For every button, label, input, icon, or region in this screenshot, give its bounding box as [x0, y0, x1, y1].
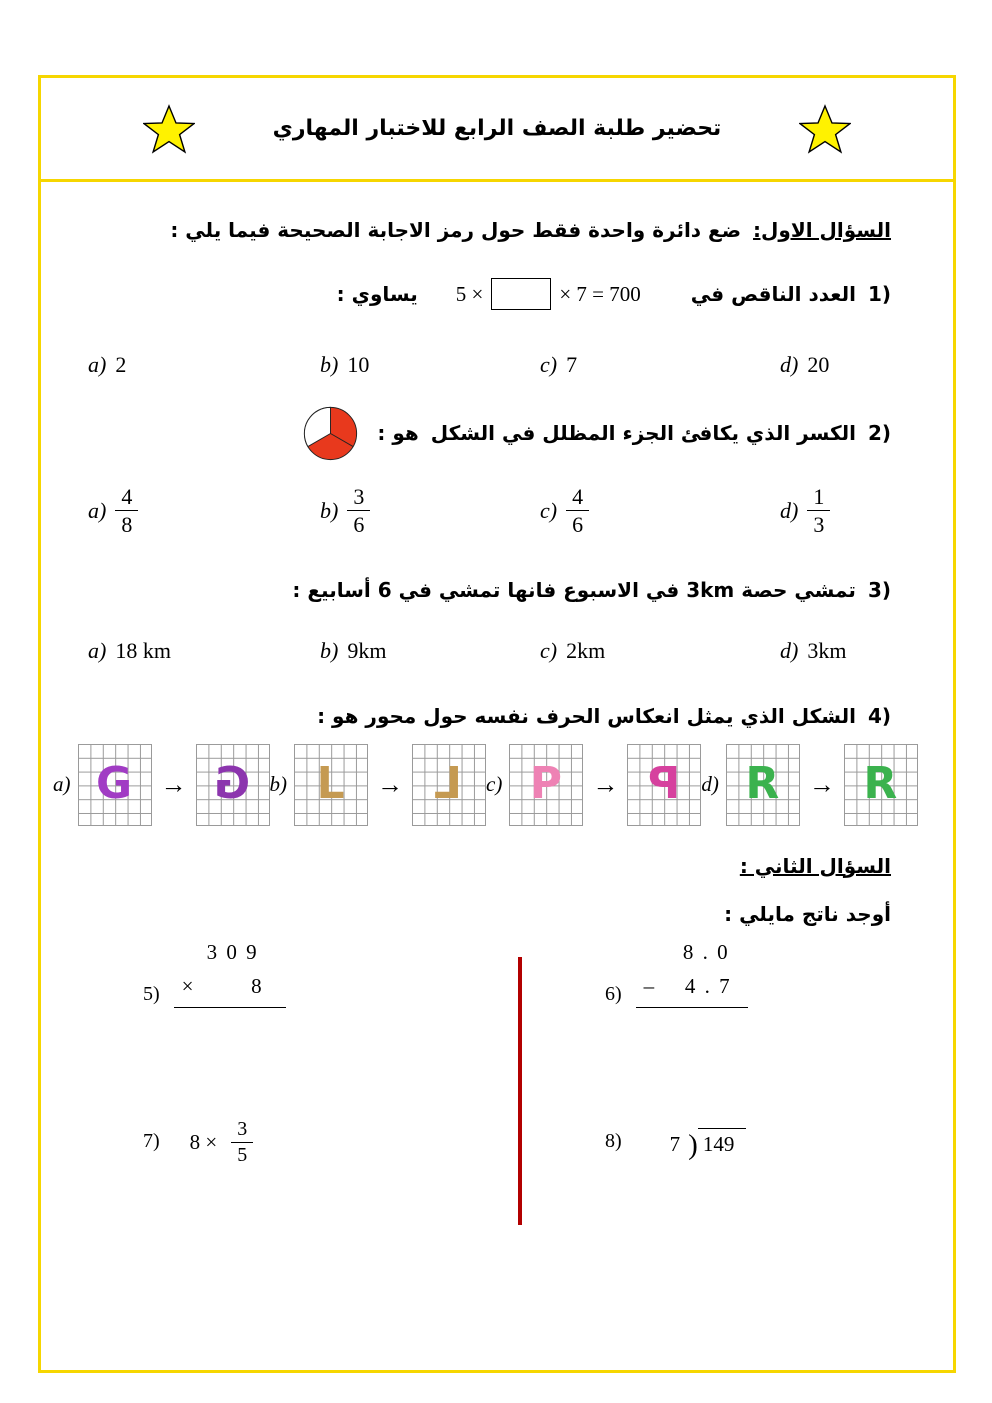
star-icon-right [799, 104, 851, 154]
problem-8-label: 8) [605, 1129, 622, 1152]
long-division [669, 1128, 747, 1161]
question-3-number: 3) [867, 577, 891, 602]
dividend: 149 [698, 1128, 747, 1157]
question-1-tail: يساوي : [336, 282, 418, 306]
section2-instruction: أوجد ناتج مايلي : [724, 901, 891, 926]
section2-heading-line [83, 854, 891, 878]
problem-7 [143, 1118, 253, 1167]
option-q1-d[interactable]: d) 20 [780, 352, 830, 377]
option-q3-b[interactable]: b) 9km [320, 637, 387, 663]
option-q4-c[interactable]: c) P → P [486, 744, 701, 826]
question-2-tail: هو : [377, 421, 419, 445]
problem-7-label: 7) [143, 1129, 160, 1152]
option-q3-c[interactable]: c) 2km [540, 637, 606, 663]
option-q2-c[interactable]: c) $\frac{4}{6}$ [540, 484, 780, 538]
section2-heading: السؤال الثاني : [739, 853, 891, 878]
problem-6-label: 6) [605, 982, 622, 1005]
problem-7-expression: 8 × [189, 1129, 218, 1154]
option-q3-a[interactable]: a) 18 km [88, 637, 171, 663]
fraction: $\frac{3}{5}$ [231, 1118, 253, 1167]
option-q4-d[interactable]: d) R → R [701, 744, 918, 826]
question-4 [83, 704, 891, 728]
arrow-right-icon: → [592, 769, 619, 799]
question-1-equation [456, 278, 641, 310]
pie-chart [302, 405, 359, 462]
missing-number-box[interactable] [491, 278, 551, 310]
option-q2-a[interactable]: a) $\frac{4}{8}$ [88, 484, 320, 538]
fraction: $\frac{3}{6}$ [347, 484, 370, 538]
header [41, 78, 953, 182]
worksheet-content [41, 218, 953, 1227]
problem-8 [605, 1128, 795, 1161]
minus-operator: – [643, 973, 655, 998]
problem-5-label: 5) [143, 982, 160, 1005]
problem-6 [605, 940, 795, 1008]
question-2-options [83, 484, 891, 538]
fraction: $\frac{1}{3}$ [807, 484, 830, 538]
option-q1-b[interactable]: b) 10 [320, 352, 370, 377]
question-1 [83, 278, 891, 310]
option-q3-d[interactable]: d) 3km [780, 637, 847, 663]
page-title: تحضير طلبة الصف الرابع للاختبار المهاري [272, 116, 722, 141]
question-2 [83, 404, 891, 462]
question-4-number: 4) [867, 703, 891, 728]
division-bracket-icon: ) [688, 1128, 698, 1161]
fraction: $\frac{4}{6}$ [566, 484, 589, 538]
problems-area [83, 940, 891, 1227]
option-q2-d[interactable]: d) $\frac{1}{3}$ [780, 484, 891, 538]
red-divider-line [518, 957, 522, 1225]
question-3 [83, 578, 891, 602]
question-1-options [83, 352, 891, 378]
star-icon-left [143, 104, 195, 154]
question-2-text: الكسر الذي يكافئ الجزء المظلل في الشكل [430, 421, 856, 445]
question-2-number: 2) [867, 421, 891, 445]
subtraction-stack: 8 . 0 – 4 . 7 [636, 940, 748, 1008]
letter-grid: L [294, 744, 368, 826]
option-q1-a[interactable]: a) 2 [88, 352, 127, 377]
problem-5 [143, 940, 286, 1008]
equation-left: 5 × [455, 281, 484, 306]
divisor: 7 [669, 1131, 681, 1156]
option-q4-b[interactable]: b) L → L [270, 744, 487, 826]
arrow-right-icon: → [160, 769, 187, 799]
letter-grid-reflected: L [412, 744, 486, 826]
letter-grid-reflected: P [627, 744, 701, 826]
multiply-operator: × [181, 973, 194, 998]
option-q1-c[interactable]: c) 7 [540, 352, 578, 377]
question-4-options [53, 744, 911, 826]
option-q4-a[interactable]: a) G → G [53, 744, 270, 826]
letter-grid: P [509, 744, 583, 826]
letter-grid: R [726, 744, 800, 826]
section1-heading: السؤال الاول: [753, 218, 891, 242]
section2-instruction-line [83, 902, 891, 926]
arrow-right-icon: → [808, 769, 835, 799]
equation-right: × 7 = 700 [559, 281, 641, 306]
question-1-text: العدد الناقص في [690, 282, 856, 306]
arrow-right-icon: → [377, 769, 403, 799]
letter-grid-reflected: G [196, 744, 270, 826]
question-4-text: الشكل الذي يمثل انعكاس الحرف نفسه حول محور هو : [317, 703, 856, 728]
fraction: $\frac{4}{8}$ [115, 484, 138, 538]
letter-grid-reflected: R [844, 744, 918, 826]
multiplication-stack: 3 0 9 × 8 [174, 940, 286, 1008]
question-3-options [83, 638, 891, 664]
worksheet-frame [38, 75, 956, 1373]
question-1-number: 1) [867, 282, 891, 306]
question-3-text: تمشي حصة 3km في الاسبوع فانها تمشي في 6 أسابيع : [292, 577, 856, 602]
letter-grid: G [78, 744, 152, 826]
section1-heading-line [83, 218, 891, 242]
section1-instruction: ضع دائرة واحدة فقط حول رمز الاجابة الصحيحة فيما يلي : [170, 218, 742, 242]
option-q2-b[interactable]: b) $\frac{3}{6}$ [320, 484, 540, 538]
